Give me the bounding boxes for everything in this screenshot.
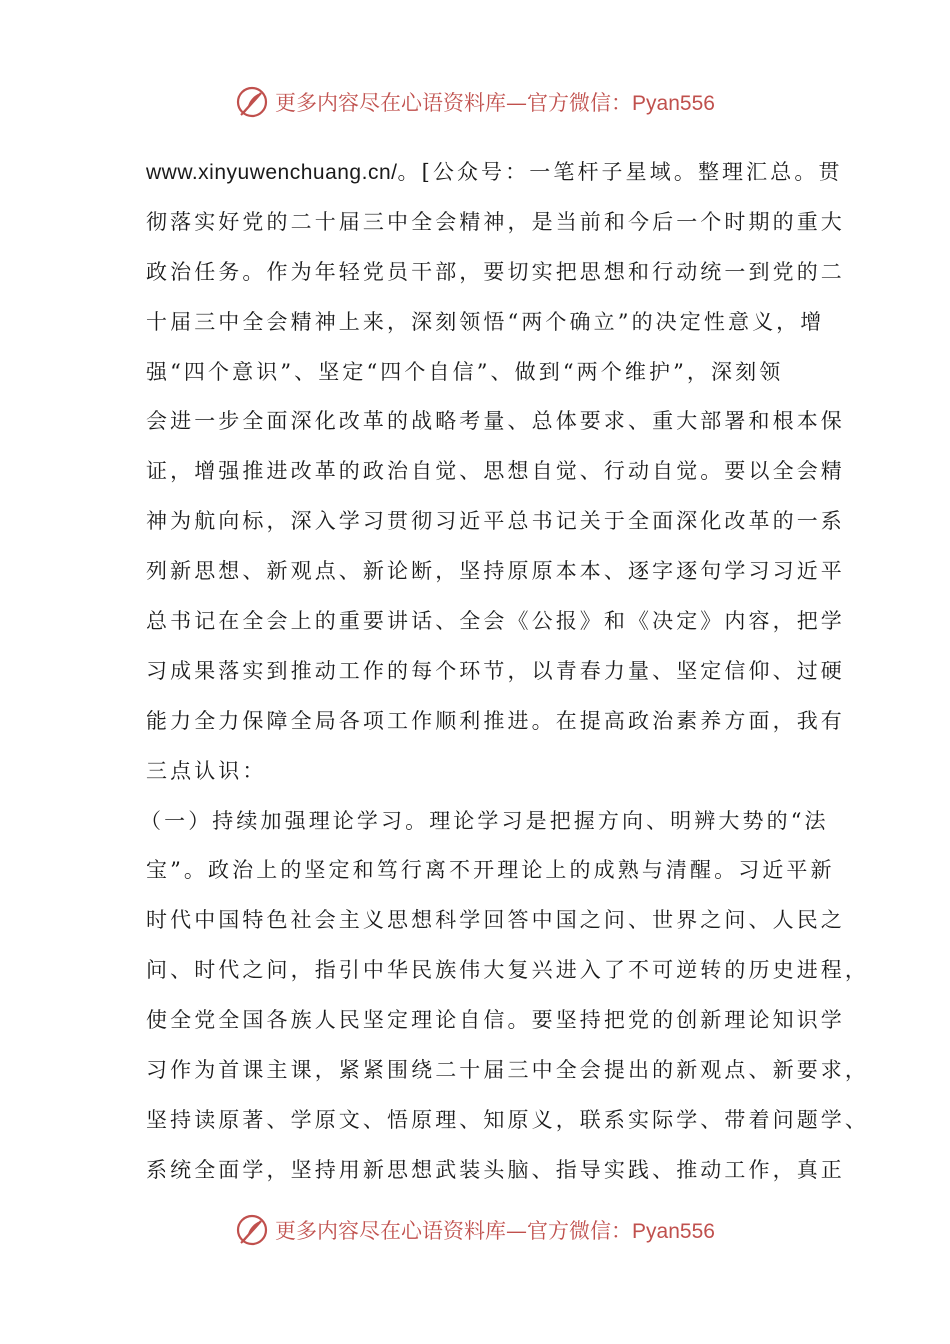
- text-line: 三点认识：: [146, 758, 267, 783]
- text-line: 习作为首课主课，紧紧围绕二十届三中全会提出的新观点、新要求，: [146, 1058, 869, 1083]
- text-line: 列新思想、新观点、新论断，坚持原原本本、逐字逐句学习习近平: [146, 559, 845, 584]
- banner-wechat-id: Pyan556: [632, 1220, 715, 1243]
- text-line: 宝”。政治上的坚定和笃行离不开理论上的成熟与清醒。习近平新: [146, 858, 835, 883]
- line-text: 。[公众号：一笔杆子星域。整理汇总。贯: [397, 160, 843, 184]
- text-line: [146, 148, 843, 198]
- quill-logo-icon: [235, 85, 269, 119]
- banner-text: 更多内容尽在心语资料库—官方微信：: [275, 91, 633, 115]
- text-line: 坚持读原著、学原文、悟原理、知原义，联系实际学、带着问题学、: [146, 1107, 869, 1132]
- text-line: 证，增强推进改革的政治自觉、思想自觉、行动自觉。要以全会精: [146, 459, 845, 484]
- text-line: 使全党全国各族人民坚定理论自信。要坚持把党的创新理论知识学: [146, 1008, 845, 1033]
- banner-text: 更多内容尽在心语资料库—官方微信：: [275, 1219, 633, 1243]
- text-line: 习成果落实到推动工作的每个环节，以青春力量、坚定信仰、过硬: [146, 658, 845, 683]
- footer-banner-text: [275, 1215, 715, 1245]
- text-line: 系统全面学，坚持用新思想武装头脑、指导实践、推动工作，真正: [146, 1157, 845, 1182]
- text-line: 强“四个意识”、坚定“四个自信”、做到“两个维护”，深刻领: [146, 359, 784, 384]
- footer-banner: [0, 1210, 950, 1250]
- quill-logo-icon: [235, 1213, 269, 1247]
- header-banner-text: [275, 87, 715, 117]
- text-line: 彻落实好党的二十届三中全会精神，是当前和今后一个时期的重大: [146, 209, 845, 234]
- section-heading-line: （一）持续加强理论学习。理论学习是把握方向、明辨大势的“法: [140, 808, 829, 833]
- text-line: 十届三中全会精神上来，深刻领悟“两个确立”的决定性意义，增: [146, 309, 825, 334]
- text-line: 总书记在全会上的重要讲话、全会《公报》和《决定》内容，把学: [146, 609, 845, 634]
- text-line: 会进一步全面深化改革的战略考量、总体要求、重大部署和根本保: [146, 409, 845, 434]
- header-banner: [0, 82, 950, 122]
- text-line: 问、时代之问，指引中华民族伟大复兴进入了不可逆转的历史进程，: [146, 958, 869, 983]
- document-body: [140, 148, 869, 1196]
- text-line: 能力全力保障全局各项工作顺利推进。在提高政治素养方面，我有: [146, 708, 845, 733]
- text-line: 时代中国特色社会主义思想科学回答中国之问、世界之问、人民之: [146, 908, 845, 933]
- text-line: 政治任务。作为年轻党员干部，要切实把思想和行动统一到党的二: [146, 259, 845, 284]
- text-line: 神为航向标，深入学习贯彻习近平总书记关于全面深化改革的一系: [146, 509, 845, 534]
- banner-wechat-id: Pyan556: [632, 92, 715, 115]
- document-url: www.xinyuwenchuang.cn/: [146, 161, 398, 184]
